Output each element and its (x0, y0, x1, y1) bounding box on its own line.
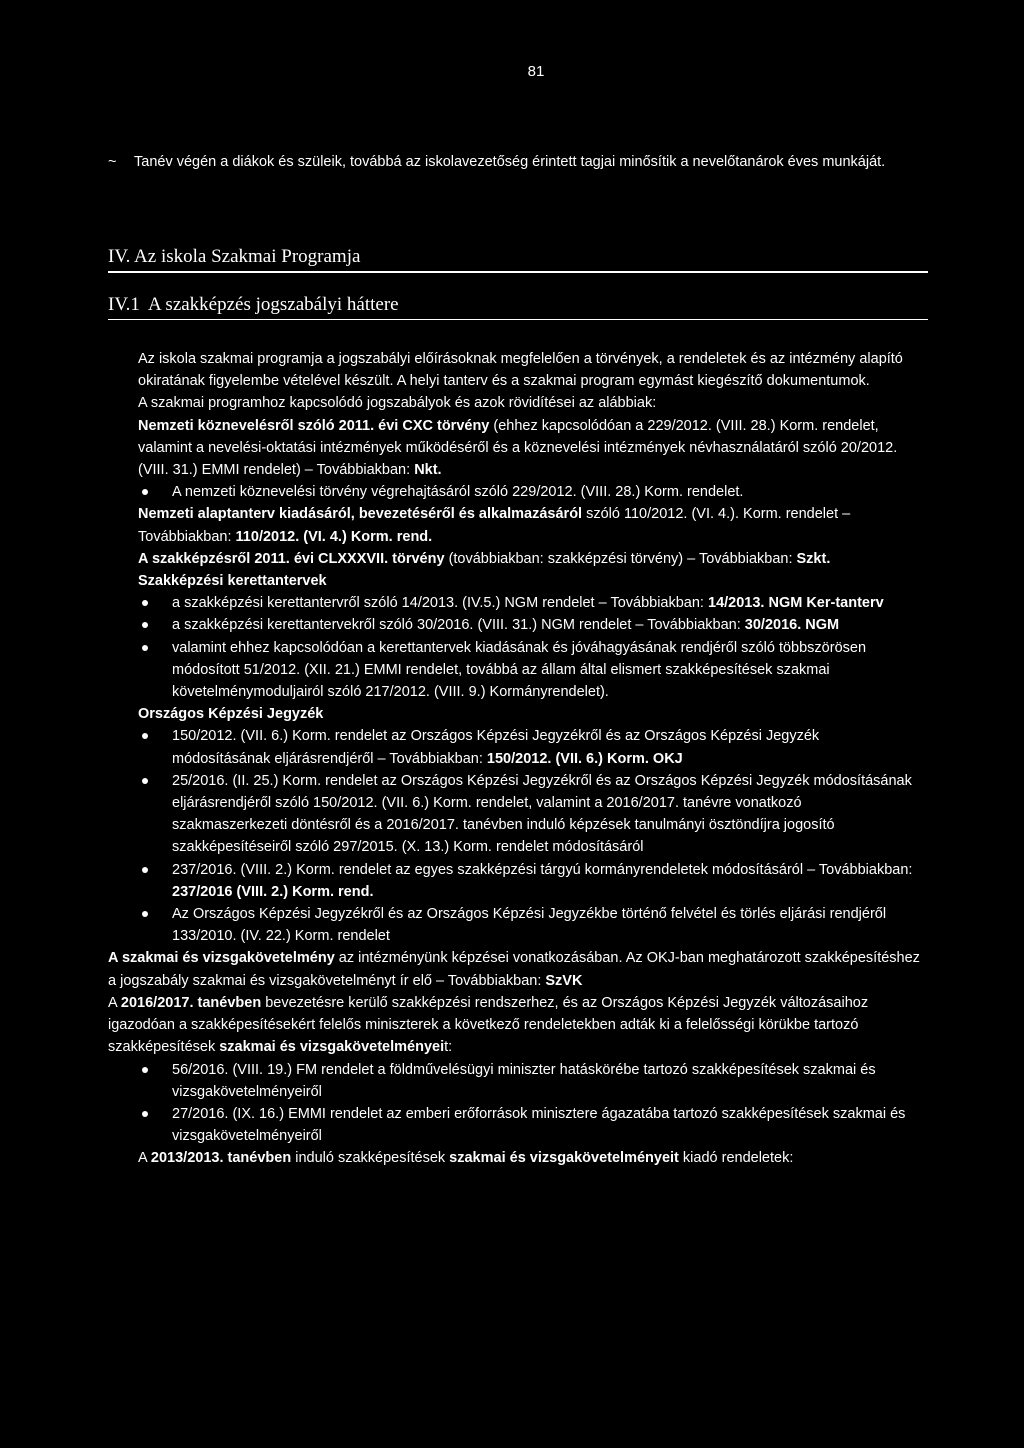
list-item-abbreviation: 14/2013. NGM Ker-tanterv (708, 595, 884, 612)
szkt-abbreviation: Szkt. (796, 550, 831, 567)
page-number: 81 (527, 63, 545, 80)
szkt-title: A szakképzésről 2011. évi CLXXXVII. törvény (138, 550, 445, 567)
list-item (108, 725, 920, 769)
text-run: induló szakképesítések (291, 1150, 450, 1167)
okj-list (108, 725, 920, 947)
tilde-bullet-icon: ~ (108, 154, 117, 170)
list-item (108, 903, 920, 947)
text-run: t: (444, 1039, 453, 1056)
subsection-heading (108, 294, 928, 320)
subsection-number: IV.1 (108, 294, 140, 315)
text-run: A (138, 1150, 151, 1167)
nat-paragraph (108, 503, 920, 547)
text-run: A (108, 994, 121, 1011)
list-item-text: Az Országos Képzési Jegyzékről és az Országos Képzési Jegyzékbe történő felvétel és törlés eljárási rendjéről 133/2010. (IV. 22.) Korm. rendelet (172, 906, 887, 945)
requirements-label: szakmai és vizsgakövetelményei (219, 1039, 445, 1056)
section-heading: IV. Az iskola Szakmai Programja (108, 246, 928, 273)
svk-paragraph (108, 947, 920, 991)
list-item (108, 859, 920, 903)
subsection-title: A szakképzés jogszabályi háttere (148, 294, 399, 315)
nkt-text: (ehhez kapcsolódóan a 229/2012. (VIII. 28.) Korm. rendelet, valamint a nevelési-oktatási intézmények működéséről és a köznevelési intézmények névhasználatáról szóló 20/2012. (VIII. 31.) EMMI rendelet) – Továbbiakban: (138, 417, 898, 479)
list-item (108, 637, 920, 704)
list-item: 56/2016. (VIII. 19.) FM rendelet a földművelésügyi miniszter hatáskörébe tartozó szakképesítések szakmai és vizsgakövetelményeiről (108, 1059, 920, 1103)
list-item-text: a szakképzési kerettantervekről szóló 30/2016. (VIII. 31.) NGM rendelet – Továbbiakban: (172, 617, 745, 634)
okj-heading: Országos Képzési Jegyzék (138, 706, 324, 723)
list-item-text: valamint ehhez kapcsolódóan a kerettantervek kiadásának és jóváhagyásának rendjéről szóló többszörösen módosított 51/2012. (XII. 21.) EMMI rendelet, továbbá az állam által elismert szakképesítések szakmai követelménymoduljairól szóló 217/2012. (VIII. 9.) Kormányrendelet). (172, 639, 867, 701)
list-item-abbreviation: 237/2016 (VIII. 2.) Korm. rend. (172, 883, 374, 900)
list-item-text: 150/2012. (VII. 6.) Korm. rendelet az Országos Képzési Jegyzékről és az Országos Képzési Jegyzék módosításának eljárásrendjéről – Továbbiakban: (172, 728, 820, 767)
kerettanterv-list (108, 592, 920, 703)
szkt-paragraph (108, 548, 920, 570)
nkt-paragraph (108, 415, 920, 482)
list-item (108, 770, 920, 859)
list-item: 27/2016. (IX. 16.) EMMI rendelet az emberi erőforrások minisztere ágazatába tartozó szakképesítések szakmai és vizsgakövetelményeiről (108, 1103, 920, 1147)
requirements-label: szakmai és vizsgakövetelményeit (449, 1150, 679, 1167)
school-year: 2016/2017. (120, 994, 194, 1011)
nat-text: szóló 110/2012. (VI. 4.). Korm. rendelet – Továbbiakban: (138, 506, 851, 545)
svk-text: az intézményünk képzései vonatkozásában. Az OKJ-ban meghatározott szakképesítéshez a jogszabály szakmai és vizsgakövetelményt ír elő – Továbbiakban: (108, 950, 920, 989)
nkt-abbreviation: Nkt. (414, 462, 442, 479)
nat-title: Nemzeti alaptanterv kiadásáról, bevezetéséről és alkalmazásáról (138, 506, 583, 523)
intro-list-item (108, 150, 928, 175)
kerettanterv-heading: Szakképzési kerettantervek (138, 573, 327, 590)
intro-paragraph: Az iskola szakmai programja a jogszabályi előírásoknak megfelelően a törvények, a rendeletek és az intézmény alapító okiratának figyelembe vételével készült. A helyi tanterv és a szakmai program egymást kiegészítő dokumentumok. (138, 351, 903, 390)
list-item-text: 237/2016. (VIII. 2.) Korm. rendelet az egyes szakképzési tárgyú kormányrendeletek módosításáról – Továbbiakban: (172, 861, 913, 878)
text-run: kiadó rendeletek: (678, 1150, 794, 1167)
svk-title: A szakmai és vizsgakövetelmény (108, 950, 335, 967)
nkt-title: Nemzeti köznevelésről szóló 2011. évi CXC törvény (138, 417, 490, 434)
list-item-abbreviation: 30/2016. NGM (744, 617, 840, 634)
list-item-abbreviation: 150/2012. (VII. 6.) Korm. OKJ (486, 750, 683, 767)
list-item-text: a szakképzési kerettantervről szóló 14/2013. (IV.5.) NGM rendelet – Továbbiakban: (172, 595, 708, 612)
intro-text: Tanév végén a diákok és szüleik, továbbá az iskolavezetőség érintett tagjai minősítik a nevelőtanárok éves munkáját. (134, 154, 886, 170)
nkt-list (108, 481, 920, 503)
tanevben-label: tanévben (227, 1150, 292, 1167)
tanev-2013-paragraph (108, 1147, 920, 1169)
document-body (108, 348, 920, 1170)
svk-abbreviation: SzVK (545, 972, 583, 989)
tanevben-label: tanévben (197, 994, 262, 1011)
school-year: 2013/2013. (150, 1150, 224, 1167)
list-item: A nemzeti köznevelési törvény végrehajtásáról szóló 229/2012. (VIII. 28.) Korm. rendelet. (108, 481, 920, 503)
tanev-2016-paragraph (108, 992, 920, 1059)
svk-decree-list (108, 1059, 920, 1148)
nat-abbreviation: 110/2012. (VI. 4.) Korm. rend. (235, 528, 433, 545)
list-item-text: 25/2016. (II. 25.) Korm. rendelet az Országos Képzési Jegyzékről és az Országos Képzési Jegyzék módosításának eljárásrendjéről szóló 150/2012. (VII. 6.) Korm. rendelet, valamint a 2016/2017. tanévre vonatkozó szakmaszerkezeti döntésről és a 2016/2017. tanévben induló képzések tanulmányi ösztöndíjra jogosító szakképesítéseiről szóló 297/2015. (X. 13.) Korm. rendelet módosításáról (172, 772, 912, 856)
text-run: bevezetésre kerülő szakképzési rendszerhez, és az Országos Képzési Jegyzék változásaihoz igazodóan a szakképesítésekért felelős miniszterek a következő rendeletekben adták ki a felelősségi körükbe tartozó szakképesítések (108, 994, 869, 1056)
list-item (108, 592, 920, 614)
list-item (108, 614, 920, 636)
szkt-text: (továbbiakban: szakképzési törvény) – Továbbiakban: (444, 550, 797, 567)
laws-intro-paragraph: A szakmai programhoz kapcsolódó jogszabályok és azok rövidítései az alábbiak: (138, 395, 657, 412)
